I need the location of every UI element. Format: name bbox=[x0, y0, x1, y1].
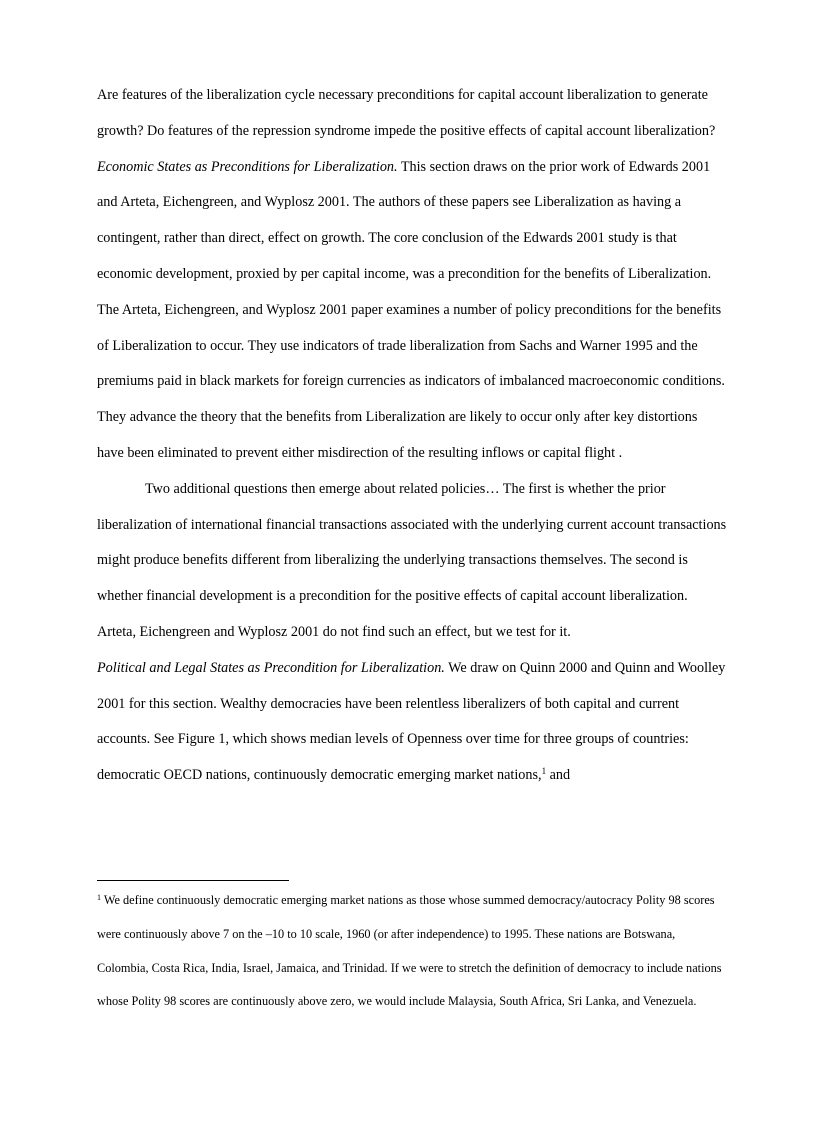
paragraph-preconditions-questions: Are features of the liberalization cycle necessary preconditions for capital account liberalization to generate growth? Do features of the repression syndrome impede the positive effects of capital account liberalization? bbox=[97, 87, 716, 139]
paragraph-political-legal-states bbox=[97, 651, 727, 794]
section-heading-political-legal-states: Political and Legal States as Precondition for Liberalization. bbox=[97, 659, 445, 676]
footnote-marker: 1 bbox=[97, 893, 101, 902]
footnote-text: We define continuously democratic emerging market nations as those whose summed democracy/autocracy Polity 98 scores were continuously above 7 on the –10 to 10 scale, 1960 (or after independence) to 1995. These nations are Botswana, Colombia, Costa Rica, India, Israel, Jamaica, and Trinidad. If we were to stretch the definition of democracy to include nations whose Polity 98 scores are continuously above zero, we would include Malaysia, South Africa, Sri Lanka, and Venezuela. bbox=[97, 893, 722, 1009]
body-text bbox=[97, 78, 727, 794]
paragraph-additional-questions: Two additional questions then emerge about related policies… The first is whether the prior liberalization of international financial transactions associated with the underlying current account transactions might produce benefits different from liberalizing the underlying transactions themselves. The second is whether financial development is a precondition for the positive effects of capital account liberalization. Arteta, Eichengreen and Wyplosz 2001 do not find such an effect, but we test for it. bbox=[97, 480, 727, 640]
paragraph-economic-states-text: This section draws on the prior work of Edwards 2001 and Arteta, Eichengreen, and Wyplosz 2001. The authors of these papers see Liberalization as having a contingent, rather than direct, effect on growth. The core conclusion of the Edwards 2001 study is that economic development, proxied by per capital income, was a precondition for the benefits of Liberalization. The Arteta, Eichengreen, and Wyplosz 2001 paper examines a number of policy preconditions for the benefits of Liberalization to occur. They use indicators of trade liberalization from Sachs and Warner 1995 and the premiums paid in black markets for foreign currencies as indicators of imbalanced macroeconomic conditions. They advance the theory that the benefits from Liberalization are likely to occur only after key distortions have been eliminated to prevent either misdirection of the resulting inflows or capital flight . bbox=[97, 158, 725, 461]
footnote-reference[interactable]: 1 bbox=[541, 766, 547, 777]
footnote-separator bbox=[97, 880, 289, 881]
paragraph-political-legal-text: We draw on Quinn 2000 and Quinn and Woolley 2001 for this section. Wealthy democracies have been relentless liberalizers of both capital and current accounts. See Figure 1, which shows median levels of Openness over time for three groups of countries: democratic OECD nations, continuously democratic emerging market nations, bbox=[97, 659, 726, 784]
footnote bbox=[97, 884, 722, 1019]
paragraph-economic-states bbox=[97, 150, 727, 472]
paragraph-political-legal-tail: and bbox=[546, 767, 571, 784]
page-body bbox=[97, 78, 727, 794]
section-heading-economic-states: Economic States as Preconditions for Liberalization. bbox=[97, 158, 398, 175]
